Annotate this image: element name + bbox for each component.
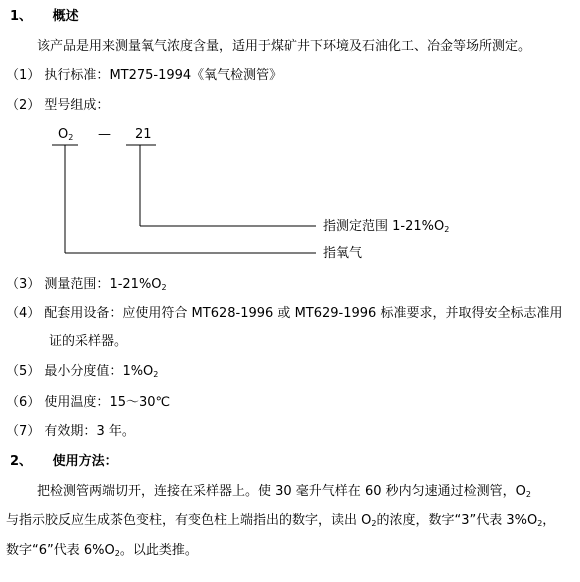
range-label-sub: 2: [444, 225, 450, 234]
section-2-heading: [10, 454, 118, 470]
method-line-3-text-a: 数字“6”代表 6%O: [6, 543, 115, 558]
model-o-letter: O: [58, 127, 69, 142]
item-4: [6, 306, 562, 322]
range-label-text: 指测定范围 1-21%O: [323, 219, 445, 234]
method-line-1-text: 把检测管两端切开，连接在采样器上。使 30 毫升气样在 60 秒内匀速通过检测管，O: [37, 484, 526, 499]
item-7-label: 有效期：: [44, 424, 97, 439]
section-1-title: 概述: [52, 9, 79, 24]
method-line-2-text-c: ，: [542, 513, 556, 528]
item-3-label: 测量范围：: [44, 277, 110, 292]
item-5-number: （5）: [6, 364, 41, 379]
section-1-number: 1、: [10, 9, 33, 24]
method-line-2-sub-b: 2: [537, 519, 543, 528]
item-4-number: （4）: [6, 306, 41, 321]
method-line-3: [6, 543, 198, 559]
model-o-sub: 2: [68, 133, 74, 142]
item-2-number: （2）: [6, 98, 41, 113]
intro-paragraph: 该产品是用来测量氧气浓度含量，适用于煤矿井下环境及石油化工、冶金等场所测定。: [37, 39, 532, 54]
item-7: [6, 424, 135, 440]
method-line-3-sub: 2: [114, 549, 120, 558]
section-2-title: 使用方法：: [52, 454, 118, 469]
method-line-1: [37, 484, 531, 500]
item-5-value: 1%O: [122, 364, 154, 379]
item-6: [6, 395, 170, 411]
item-1-label: 执行标准：: [44, 68, 110, 83]
model-gas-label: 指氧气: [323, 246, 363, 261]
item-3-number: （3）: [6, 277, 41, 292]
item-7-number: （7）: [6, 424, 41, 439]
item-6-value: 15～30℃: [109, 395, 171, 410]
item-3-value: 1-21%O: [109, 277, 162, 292]
model-code: 21: [135, 127, 152, 142]
item-3-sub: 2: [161, 283, 167, 292]
method-line-2-text-a: 与指示胶反应生成茶色变柱，有变色柱上端指出的数字，读出 O: [6, 513, 372, 528]
item-5-sub: 2: [153, 370, 159, 379]
method-line-2: [6, 513, 555, 529]
item-1-value: MT275-1994《氧气检测管》: [109, 68, 283, 83]
item-4-text-line1: 配套用设备：应使用符合 MT628-1996 或 MT629-1996 标准要求，并取得安全标志准用: [44, 306, 563, 321]
item-6-number: （6）: [6, 395, 41, 410]
method-line-3-text-b: 。以此类推。: [119, 543, 198, 558]
model-dash: —: [98, 127, 111, 142]
item-3: [6, 277, 167, 293]
item-5-label: 最小分度值：: [44, 364, 123, 379]
item-4-text-line2: 证的采样器。: [49, 334, 128, 349]
item-2-label: 型号组成：: [44, 98, 110, 113]
item-7-value: 3 年。: [96, 424, 135, 439]
method-line-2-text-b: 的浓度，数字“3”代表 3%O: [376, 513, 538, 528]
section-2-number: 2、: [10, 454, 33, 469]
item-5: [6, 364, 158, 380]
item-6-label: 使用温度：: [44, 395, 110, 410]
item-1-number: （1）: [6, 68, 41, 83]
method-line-1-sub: 2: [525, 490, 531, 499]
method-line-2-sub-a: 2: [371, 519, 377, 528]
model-range-label: [323, 219, 449, 235]
